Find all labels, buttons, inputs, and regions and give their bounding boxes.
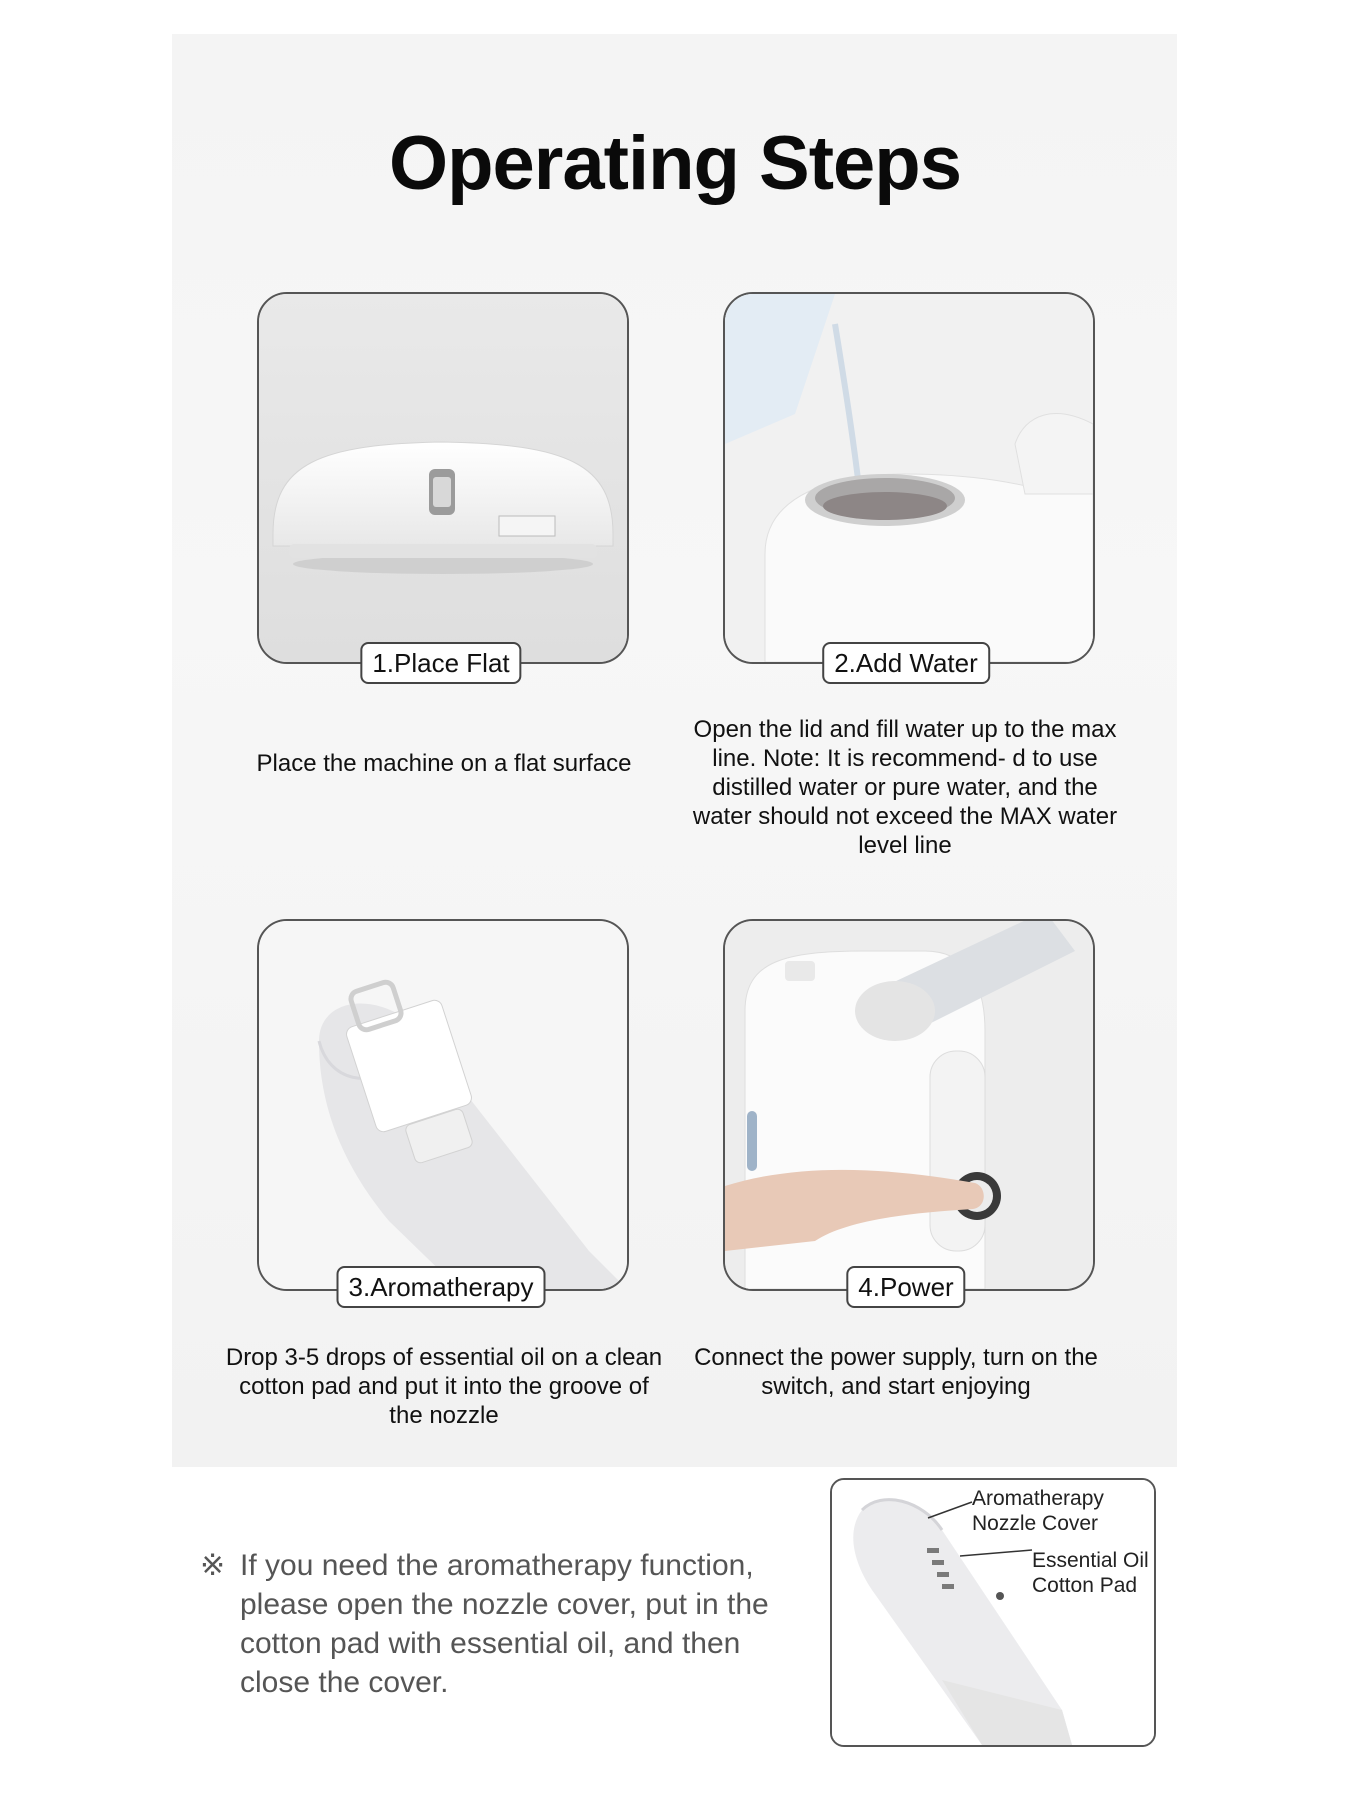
- step-3-label: 3.Aromatherapy: [337, 1266, 546, 1308]
- step-4-description: Connect the power supply, turn on the switch, and start enjoying: [694, 1344, 1098, 1400]
- nozzle-diagram: [830, 1478, 1156, 1747]
- step-1-description: Place the machine on a flat surface: [256, 750, 632, 777]
- step-3-image: [257, 919, 629, 1291]
- callout-cotton-pad: Essential Oil Cotton Pad: [1032, 1549, 1149, 1597]
- page-title: Operating Steps: [389, 121, 961, 206]
- reference-mark-icon: ※: [200, 1549, 226, 1582]
- step-3-description: Drop 3-5 drops of essential oil on a clean cotton pad and put it into the groove of the nozzle: [225, 1344, 663, 1429]
- callout-nozzle-cover: Aromatherapy Nozzle Cover: [972, 1487, 1104, 1535]
- step-1-label: 1.Place Flat: [360, 642, 521, 684]
- step-2-image: [723, 292, 1095, 664]
- step-2-label: 2.Add Water: [822, 642, 990, 684]
- step-4-label: 4.Power: [846, 1266, 965, 1308]
- step-4-image: [723, 919, 1095, 1291]
- note-text: If you need the aromatherapy function, please open the nozzle cover, put in the cotton pad with essential oil, and then close the cover.: [240, 1549, 769, 1699]
- step-1-image: [257, 292, 629, 664]
- step-2-description: Open the lid and fill water up to the max line. Note: It is recommend- d to use distilled water or pure water, and the water should not exceed the MAX water level line: [692, 716, 1118, 859]
